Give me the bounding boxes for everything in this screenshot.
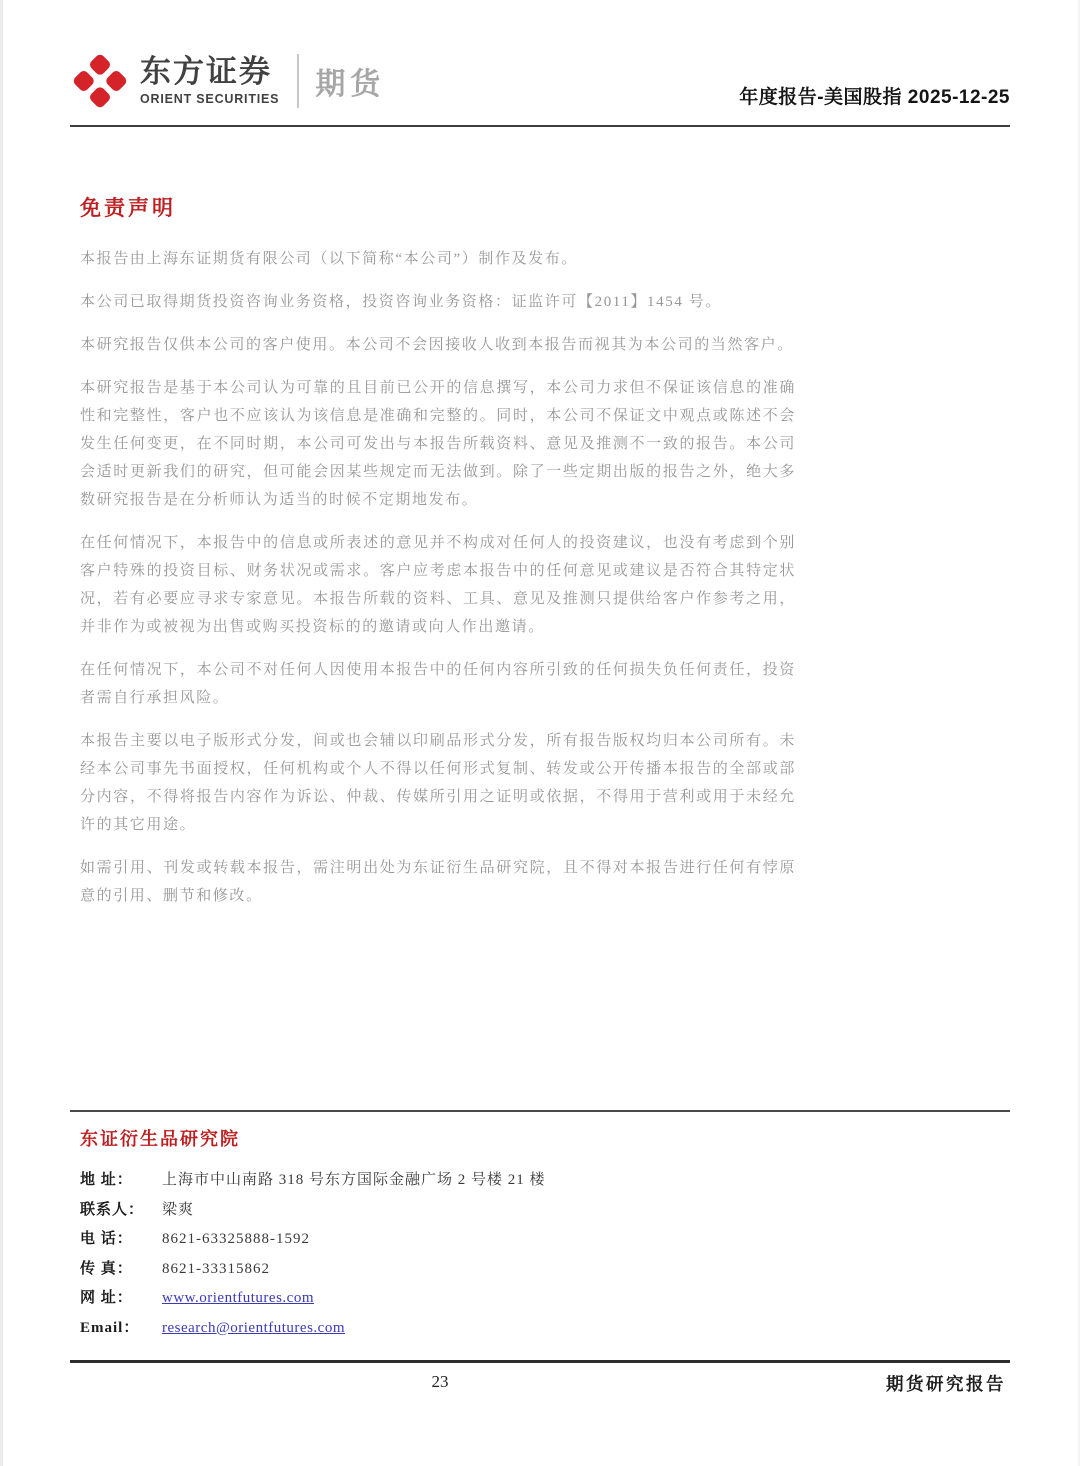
contact-row-email xyxy=(80,1314,1010,1344)
disclaimer-paragraph: 本公司已取得期货投资咨询业务资格，投资咨询业务资格：证监许可【2011】1454 号。 xyxy=(80,294,722,310)
brand-divider xyxy=(297,54,299,108)
disclaimer-paragraph: 在任何情况下，本报告中的信息或所表述的意见并不构成对任何人的投资建议，也没有考虑到个别客户特殊的投资目标、财务状况或需求。客户应考虑本报告中的任何意见或建议是否符合其特定状况，若有必要应寻求专家意见。本报告所载的资料、工具、意见及推测只提供给客户作参考之用，并非作为或被视为出售或购买投资标的的邀请或向人作出邀请。 xyxy=(80,535,796,635)
brand-block xyxy=(70,51,385,111)
disclaimer-paragraph: 本研究报告仅供本公司的客户使用。本公司不会因接收人收到本报告而视其为本公司的当然客户。 xyxy=(80,337,794,353)
contact-label: 网 址： xyxy=(80,1290,133,1306)
page-header xyxy=(70,0,1010,127)
contact-value: 8621-33315862 xyxy=(162,1260,270,1277)
disclaimer-title: 免责声明 xyxy=(80,196,176,220)
brand-sub-label: 期货 xyxy=(315,68,386,101)
contact-value: 8621-63325888-1592 xyxy=(162,1231,310,1247)
contact-label: 传 真： xyxy=(80,1260,133,1277)
contact-label: Email： xyxy=(80,1319,140,1336)
contact-row-address xyxy=(80,1166,1010,1196)
contact-row-contact-person xyxy=(80,1196,1010,1226)
report-type-label: 年度报告-美国股指 2025-12-25 xyxy=(739,87,1010,108)
page-footer xyxy=(70,1360,1010,1404)
contact-label: 地 址： xyxy=(80,1172,133,1188)
disclaimer-paragraph: 在任何情况下，本公司不对任何人因使用本报告中的任何内容所引致的任何损失负任何责任，投资者需自行承担风险。 xyxy=(80,662,796,706)
disclaimer-paragraph: 本报告由上海东证期货有限公司（以下简称“本公司”）制作及发布。 xyxy=(80,251,578,267)
disclaimer-paragraph: 如需引用、刊发或转载本报告，需注明出处为东证衍生品研究院，且不得对本报告进行任何有悖原意的引用、删节和修改。 xyxy=(80,860,796,904)
contact-row-website xyxy=(80,1284,1010,1314)
email-link[interactable]: research@orientfutures.com xyxy=(162,1319,345,1336)
page-number: 23 xyxy=(431,1372,449,1391)
brand-name-en: ORIENT SECURITIES xyxy=(140,92,280,106)
contact-value: 上海市中山南路 318 号东方国际金融广场 2 号楼 21 楼 xyxy=(162,1172,546,1188)
research-institute-section xyxy=(70,1110,1010,1343)
contact-row-phone xyxy=(80,1225,1010,1255)
footer-report-label: 期货研究报告 xyxy=(886,1374,1006,1394)
contact-row-fax xyxy=(80,1255,1010,1285)
contact-label: 联系人： xyxy=(80,1201,145,1218)
disclaimer-paragraph: 本研究报告是基于本公司认为可靠的且目前已公开的信息撰写，本公司力求但不保证该信息的准确性和完整性，客户也不应该认为该信息是准确和完整的。同时，本公司不保证文中观点或陈述不会发生任何变更，在不同时期，本公司可发出与本报告所载资料、意见及推测不一致的报告。本公司会适时更新我们的研究，但可能会因某些规定而无法做到。除了一些定期出版的报告之外，绝大多数研究报告是在分析师认为适当的时候不定期地发布。 xyxy=(80,380,796,508)
research-institute-heading: 东证衍生品研究院 xyxy=(80,1129,240,1149)
website-link[interactable]: www.orientfutures.com xyxy=(162,1290,314,1306)
contact-value: 梁爽 xyxy=(162,1201,195,1218)
contact-label: 电 话： xyxy=(80,1231,133,1247)
disclaimer-paragraph: 本报告主要以电子版形式分发，间或也会辅以印刷品形式分发，所有报告版权均归本公司所有。未经本公司事先书面授权，任何机构或个人不得以任何形式复制、转发或公开传播本报告的全部或部分内容，不得将报告内容作为诉讼、仲裁、传媒所引用之证明或依据，不得用于营利或用于未经允许的其它用途。 xyxy=(80,733,796,833)
orient-securities-logo-icon xyxy=(70,51,130,111)
brand-text xyxy=(140,56,279,106)
brand-name-cn: 东方证券 xyxy=(140,54,272,89)
disclaimer-section xyxy=(80,192,796,925)
diamond-logo-mark-icon xyxy=(72,53,129,110)
